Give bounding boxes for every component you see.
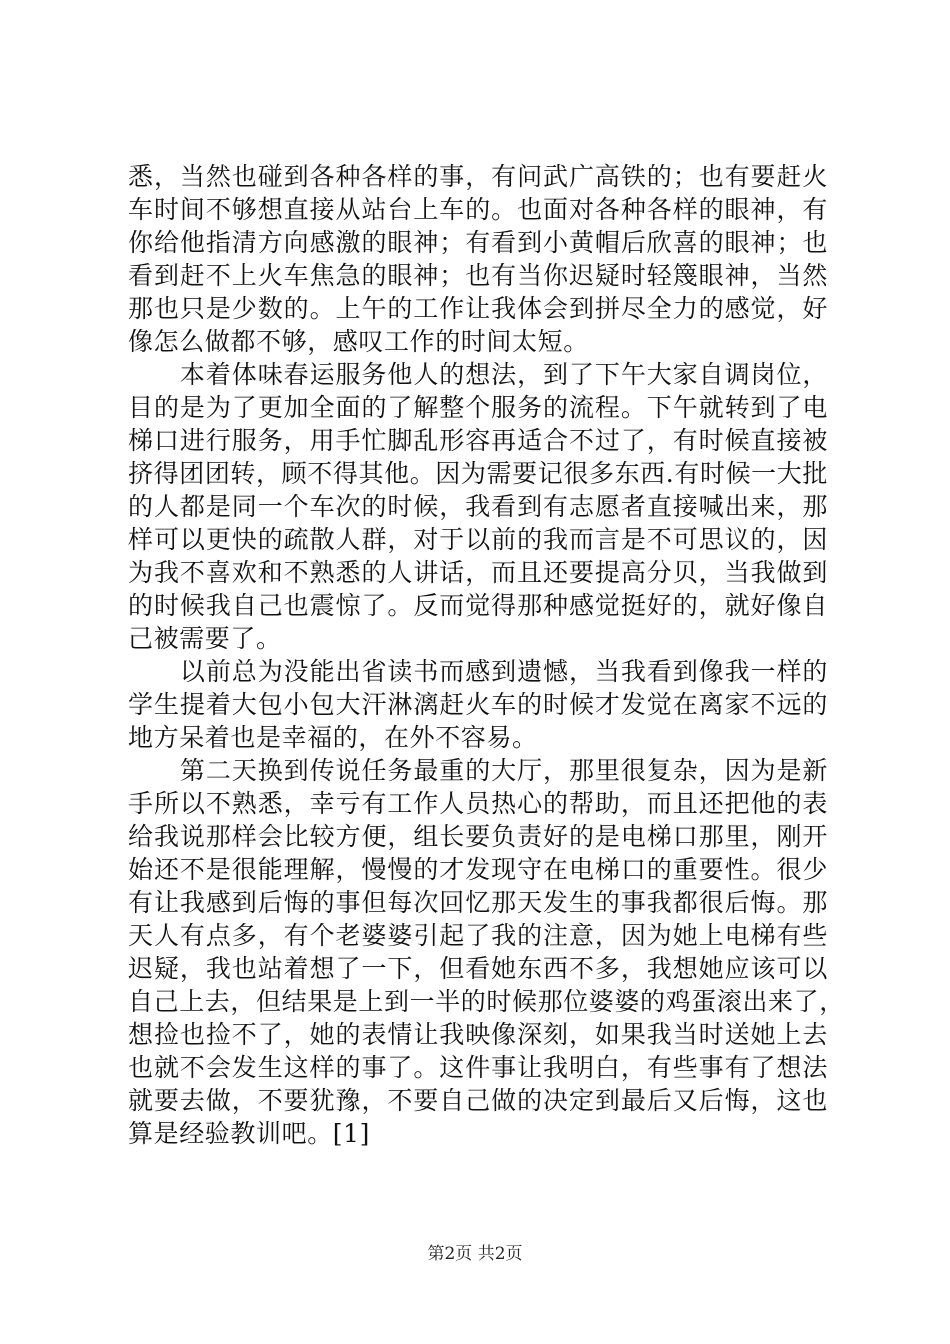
text-line: 想捡也捡不了，她的表情让我映像深刻，如果我当时送她上去 [128,1020,828,1049]
text-line: 天人有点多，有个老婆婆引起了我的注意，因为她上电梯有些 [128,921,828,950]
text-line: 第二天换到传说任务最重的大厅，那里很复杂，因为是新 [128,756,828,785]
text-line: 迟疑，我也站着想了一下，但看她东西不多，我想她应该可以 [128,954,828,983]
text-line: 车时间不够想直接从站台上车的。也面对各种各样的眼神，有 [128,195,828,224]
text-line: 看到赶不上火车焦急的眼神；也有当你迟疑时轻篾眼神，当然 [128,261,828,290]
text-line: 你给他指清方向感激的眼神；有看到小黄帽后欣喜的眼神；也 [128,228,828,257]
text-line: 手所以不熟悉，幸亏有工作人员热心的帮助，而且还把他的表 [128,789,828,818]
text-line: 悉，当然也碰到各种各样的事，有问武广高铁的；也有要赶火 [128,162,828,191]
text-line: 挤得团团转，顾不得其他。因为需要记很多东西.有时候一大批 [128,459,828,488]
text-line: 算是经验教训吧。[1] [128,1119,371,1148]
text-line: 梯口进行服务，用手忙脚乱形容再适合不过了，有时候直接被 [128,426,828,455]
page-footer: 第2页 共2页 [427,1244,523,1264]
text-line: 学生提着大包小包大汗淋漓赶火车的时候才发觉在离家不远的 [128,690,828,719]
text-line: 给我说那样会比较方便，组长要负责好的是电梯口那里，刚开 [128,822,828,851]
text-line: 己被需要了。 [128,624,282,653]
text-line: 自己上去，但结果是上到一半的时候那位婆婆的鸡蛋滚出来了， [128,987,845,1016]
text-line: 以前总为没能出省读书而感到遗憾，当我看到像我一样的 [128,657,828,686]
text-line: 样可以更快的疏散人群，对于以前的我而言是不可思议的，因 [128,525,828,554]
text-line: 那也只是少数的。上午的工作让我体会到拼尽全力的感觉，好 [128,294,828,323]
text-line: 也就不会发生这样的事了。这件事让我明白，有些事有了想法 [128,1053,828,1082]
text-line: 为我不喜欢和不熟悉的人讲话，而且还要提高分贝，当我做到 [128,558,828,587]
article-body [128,160,845,1150]
text-line: 就要去做，不要犹豫，不要自己做的决定到最后又后悔，这也 [128,1086,828,1115]
text-line: 的时候我自己也震惊了。反而觉得那种感觉挺好的，就好像自 [128,591,828,620]
text-line: 地方呆着也是幸福的，在外不容易。 [128,723,538,752]
text-line: 始还不是很能理解，慢慢的才发现守在电梯口的重要性。很少 [128,855,828,884]
text-line: 目的是为了更加全面的了解整个服务的流程。下午就转到了电 [128,393,828,422]
text-line: 有让我感到后悔的事但每次回忆那天发生的事我都很后悔。那 [128,888,828,917]
text-line: 的人都是同一个车次的时候，我看到有志愿者直接喊出来，那 [128,492,828,521]
text-line: 本着体味春运服务他人的想法，到了下午大家自调岗位， [128,360,828,389]
text-line: 像怎么做都不够，感叹工作的时间太短。 [128,327,589,356]
